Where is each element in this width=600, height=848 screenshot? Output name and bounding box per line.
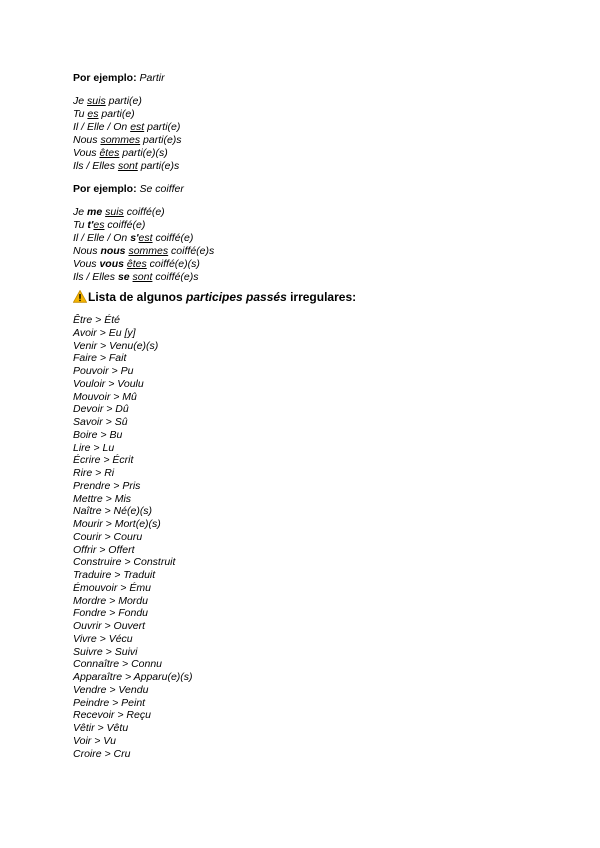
reflexive-pronoun: vous xyxy=(99,258,124,270)
auxiliary: es xyxy=(93,219,105,231)
auxiliary: sommes xyxy=(128,245,169,257)
list-item: Savoir > Sû xyxy=(73,416,128,428)
conjugation-line: Vous vous êtes coiffé(e)(s) xyxy=(73,258,200,270)
list-item: Apparaître > Apparu(e)(s) xyxy=(73,671,193,683)
conjugation-line: Nous sommes parti(e)s xyxy=(73,134,182,146)
auxiliary: êtes xyxy=(126,258,147,270)
reflexive-pronoun: se xyxy=(117,271,130,283)
conjugation-line: Tu t'es coiffé(e) xyxy=(73,219,146,231)
reflexive-pronoun: me xyxy=(87,206,103,218)
reflexive-pronoun: t' xyxy=(87,219,94,231)
list-item: Être > Été xyxy=(73,314,120,326)
example-2-verb: Se coiffer xyxy=(139,183,184,195)
list-item: Suivre > Suivi xyxy=(73,645,138,658)
list-item: Mourir > Mort(e)(s) xyxy=(73,518,161,530)
auxiliary: suis xyxy=(105,206,124,218)
list-item: Vêtir > Vêtu xyxy=(73,722,129,734)
auxiliary: est xyxy=(130,121,145,133)
example-1-verb: Partir xyxy=(139,72,165,84)
list-item: Voir > Vu xyxy=(73,734,116,747)
list-item: Prendre > Pris xyxy=(73,479,141,492)
list-item: Lire > Lu xyxy=(73,441,115,454)
reflexive-pronoun: nous xyxy=(100,245,126,257)
example-2-label: Por ejemplo: xyxy=(73,183,137,195)
list-item: Avoir > Eu [y] xyxy=(73,326,136,339)
auxiliary: sommes xyxy=(100,134,141,146)
list-item: Pouvoir > Pu xyxy=(73,365,134,377)
list-item: Connaître > Connu xyxy=(73,658,163,671)
list-item: Mordre > Mordu xyxy=(73,594,148,607)
list-item: Vendre > Vendu xyxy=(73,683,149,696)
list-item: Vouloir > Voulu xyxy=(73,377,144,390)
list-item: Venir > Venu(e)(s) xyxy=(73,339,159,352)
list-item: Offrir > Offert xyxy=(73,543,135,556)
list-item: Courir > Couru xyxy=(73,530,143,543)
example-1-label: Por ejemplo: xyxy=(73,72,137,84)
example-2-heading xyxy=(73,183,184,195)
list-item: Recevoir > Reçu xyxy=(73,709,151,722)
list-item: Rire > Ri xyxy=(73,467,115,479)
list-item: Fondre > Fondu xyxy=(73,607,149,620)
example-1-heading xyxy=(73,72,165,84)
auxiliary: es xyxy=(87,108,99,120)
conjugation-line: Je me suis coiffé(e) xyxy=(73,206,165,218)
list-item: Vivre > Vécu xyxy=(73,632,133,645)
warning-icon xyxy=(73,290,87,303)
list-item: Mettre > Mis xyxy=(73,492,132,505)
conjugation-line: Il / Elle / On est parti(e) xyxy=(73,121,181,133)
list-item: Devoir > Dû xyxy=(73,403,129,416)
conjugation-line: Tu es parti(e) xyxy=(73,108,135,120)
auxiliary: est xyxy=(138,232,153,244)
list-item: Ouvrir > Ouvert xyxy=(73,620,146,632)
conjugation-line: Vous êtes parti(e)(s) xyxy=(73,147,168,159)
list-item: Écrire > Écrit xyxy=(73,454,134,467)
list-item: Émouvoir > Ému xyxy=(73,581,151,594)
list-item: Faire > Fait xyxy=(73,352,127,365)
conjugation-line: Nous nous sommes coiffé(e)s xyxy=(73,245,215,257)
reflexive-pronoun: s' xyxy=(130,232,139,244)
list-item: Construire > Construit xyxy=(73,556,176,569)
list-item: Naître > Né(e)(s) xyxy=(73,505,153,518)
auxiliary: sont xyxy=(117,160,138,172)
conjugation-line: Je suis parti(e) xyxy=(73,95,142,107)
list-item: Mouvoir > Mû xyxy=(73,390,137,403)
auxiliary: êtes xyxy=(99,147,120,159)
auxiliary: sont xyxy=(132,271,153,283)
list-item: Traduire > Traduit xyxy=(73,569,156,581)
list-item: Boire > Bu xyxy=(73,428,123,441)
irregular-participles-list xyxy=(73,314,193,760)
conjugation-line: Ils / Elles sont parti(e)s xyxy=(73,160,180,172)
list-item: Peindre > Peint xyxy=(73,696,146,709)
conjugation-line: Il / Elle / On s'est coiffé(e) xyxy=(73,232,194,244)
conjugation-line: Ils / Elles se sont coiffé(e)s xyxy=(73,271,199,283)
auxiliary: suis xyxy=(87,95,106,107)
irregular-list-title: Lista de algunos participes passés irregulares: xyxy=(73,290,356,304)
list-item: Croire > Cru xyxy=(73,747,131,760)
